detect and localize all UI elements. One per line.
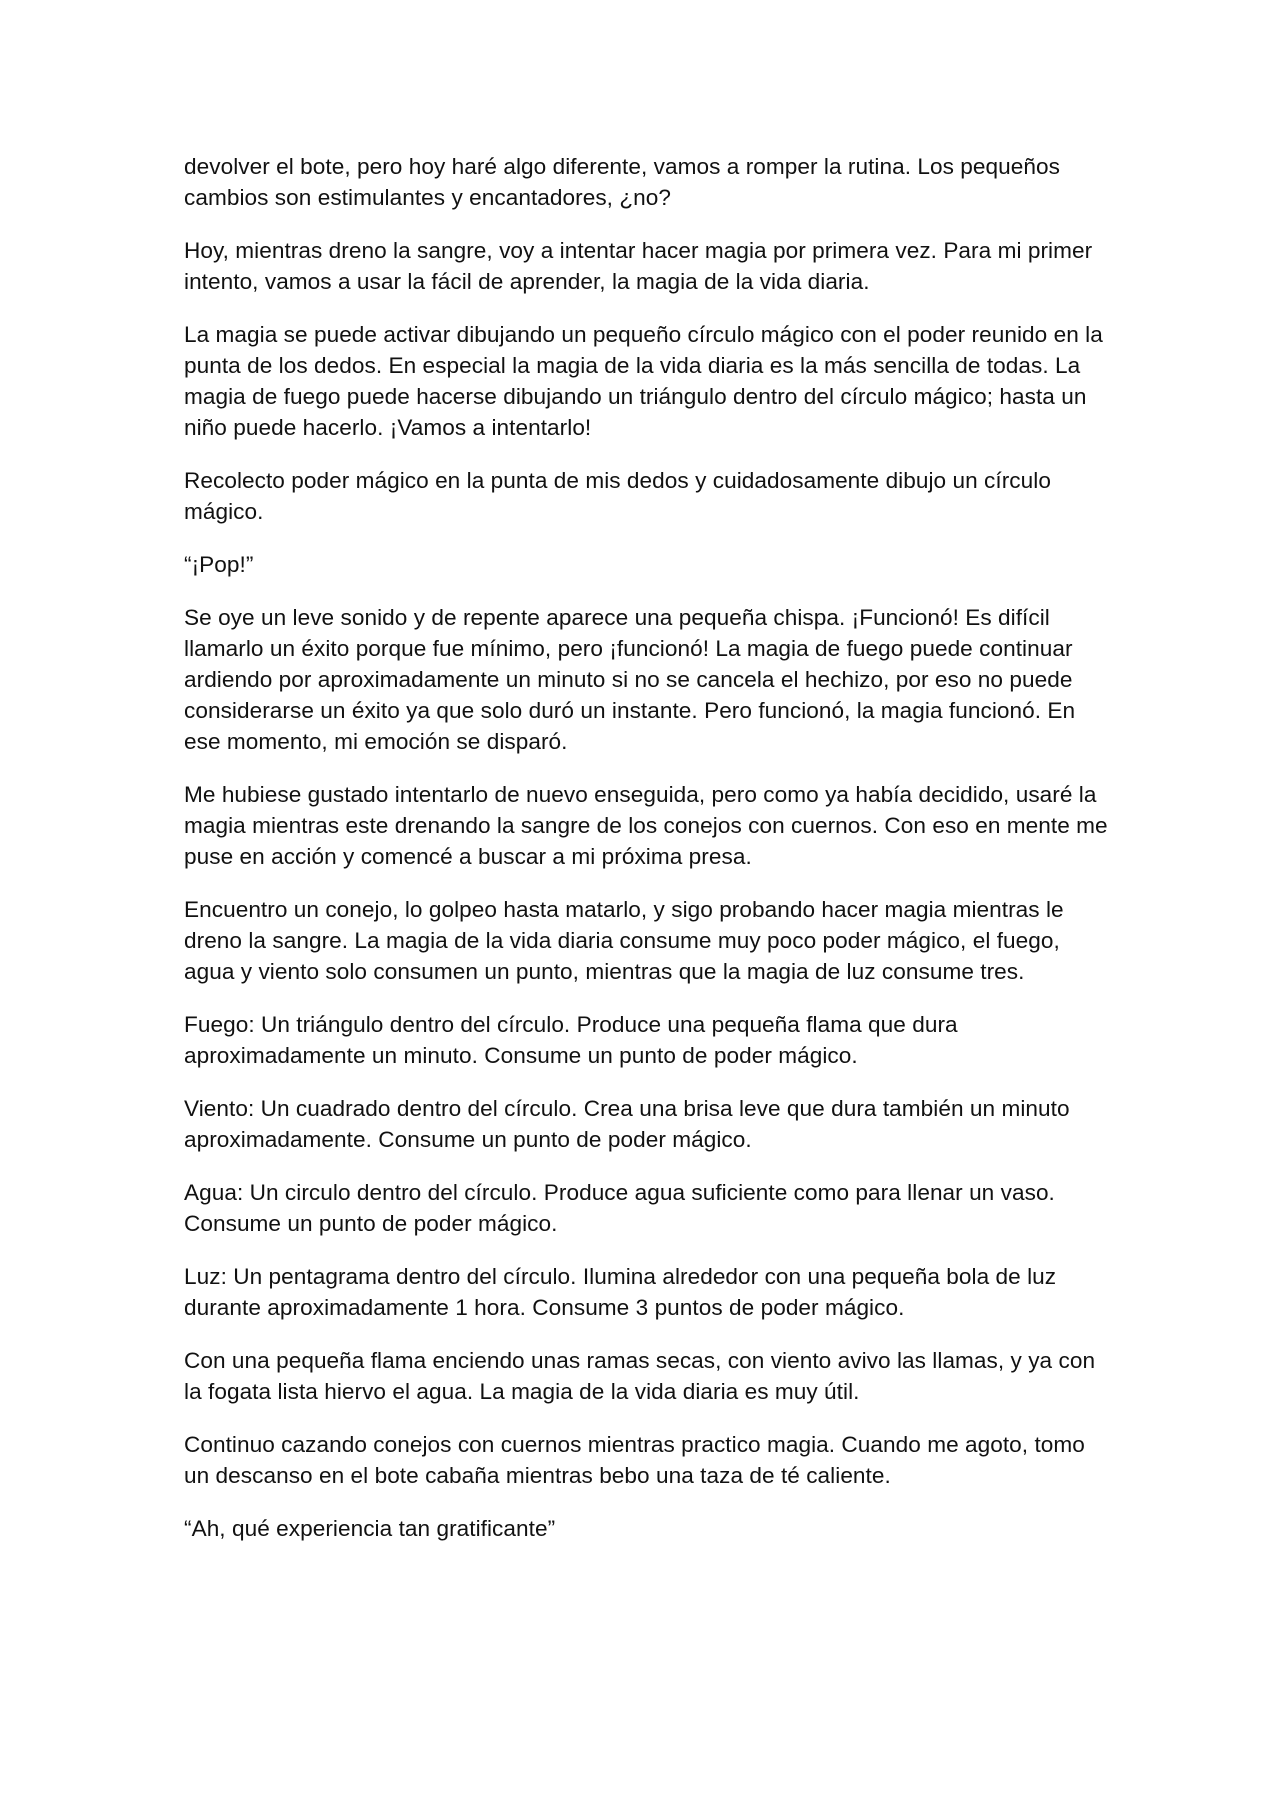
paragraph: Luz: Un pentagrama dentro del círculo. Ilumina alrededor con una pequeña bola de luz durante aproximadamente 1 hora. Consume 3 puntos de poder mágico. (184, 1264, 1057, 1320)
paragraph: devolver el bote, pero hoy haré algo diferente, vamos a romper la rutina. Los pequeños cambios son estimulantes y encantadores, ¿no? (184, 154, 1060, 210)
paragraph: Continuo cazando conejos con cuernos mientras practico magia. Cuando me agoto, tomo un descanso en el bote cabaña mientras bebo una taza de té caliente. (184, 1432, 1085, 1488)
paragraph: Con una pequeña flama enciendo unas ramas secas, con viento avivo las llamas, y ya con la fogata lista hiervo el agua. La magia de la vida diaria es muy útil. (184, 1348, 1096, 1404)
paragraph: Fuego: Un triángulo dentro del círculo. Produce una pequeña flama que dura aproximadamente un minuto. Consume un punto de poder mágico. (184, 1012, 958, 1068)
paragraph: “Ah, qué experiencia tan gratificante” (184, 1516, 556, 1541)
paragraph: Encuentro un conejo, lo golpeo hasta matarlo, y sigo probando hacer magia mientras le dreno la sangre. La magia de la vida diaria consume muy poco poder mágico, el fuego, agua y viento solo consumen un punto, mientras que la magia de luz consume tres. (184, 897, 1064, 984)
paragraph: La magia se puede activar dibujando un pequeño círculo mágico con el poder reunido en la punta de los dedos. En especial la magia de la vida diaria es la más sencilla de todas. La magia de fuego puede hacerse dibujando un triángulo dentro del círculo mágico; hasta un niño puede hacerlo. ¡Vamos a intentarlo! (184, 322, 1103, 440)
paragraph: Agua: Un circulo dentro del círculo. Produce agua suficiente como para llenar un vaso. Consume un punto de poder mágico. (184, 1180, 1055, 1236)
paragraph: Se oye un leve sonido y de repente aparece una pequeña chispa. ¡Funcionó! Es difícil llamarlo un éxito porque fue mínimo, pero ¡funcionó! La magia de fuego puede continuar ardiendo por aproximadamente un minuto si no se cancela el hechizo, por eso no puede considerarse un éxito ya que solo duró un instante. Pero funcionó, la magia funcionó. En ese momento, mi emoción se disparó. (184, 605, 1076, 754)
paragraph: Viento: Un cuadrado dentro del círculo. Crea una brisa leve que dura también un minuto aproximadamente. Consume un punto de poder mágico. (184, 1096, 1070, 1152)
paragraph: Recolecto poder mágico en la punta de mis dedos y cuidadosamente dibujo un círculo mágico. (184, 468, 1051, 524)
paragraph: Hoy, mientras dreno la sangre, voy a intentar hacer magia por primera vez. Para mi primer intento, vamos a usar la fácil de aprender, la magia de la vida diaria. (184, 238, 1093, 294)
paragraph: “¡Pop!” (184, 552, 254, 577)
document-body (184, 151, 1108, 1566)
paragraph: Me hubiese gustado intentarlo de nuevo enseguida, pero como ya había decidido, usaré la magia mientras este drenando la sangre de los conejos con cuernos. Con eso en mente me puse en acción y comencé a buscar a mi próxima presa. (184, 782, 1108, 869)
